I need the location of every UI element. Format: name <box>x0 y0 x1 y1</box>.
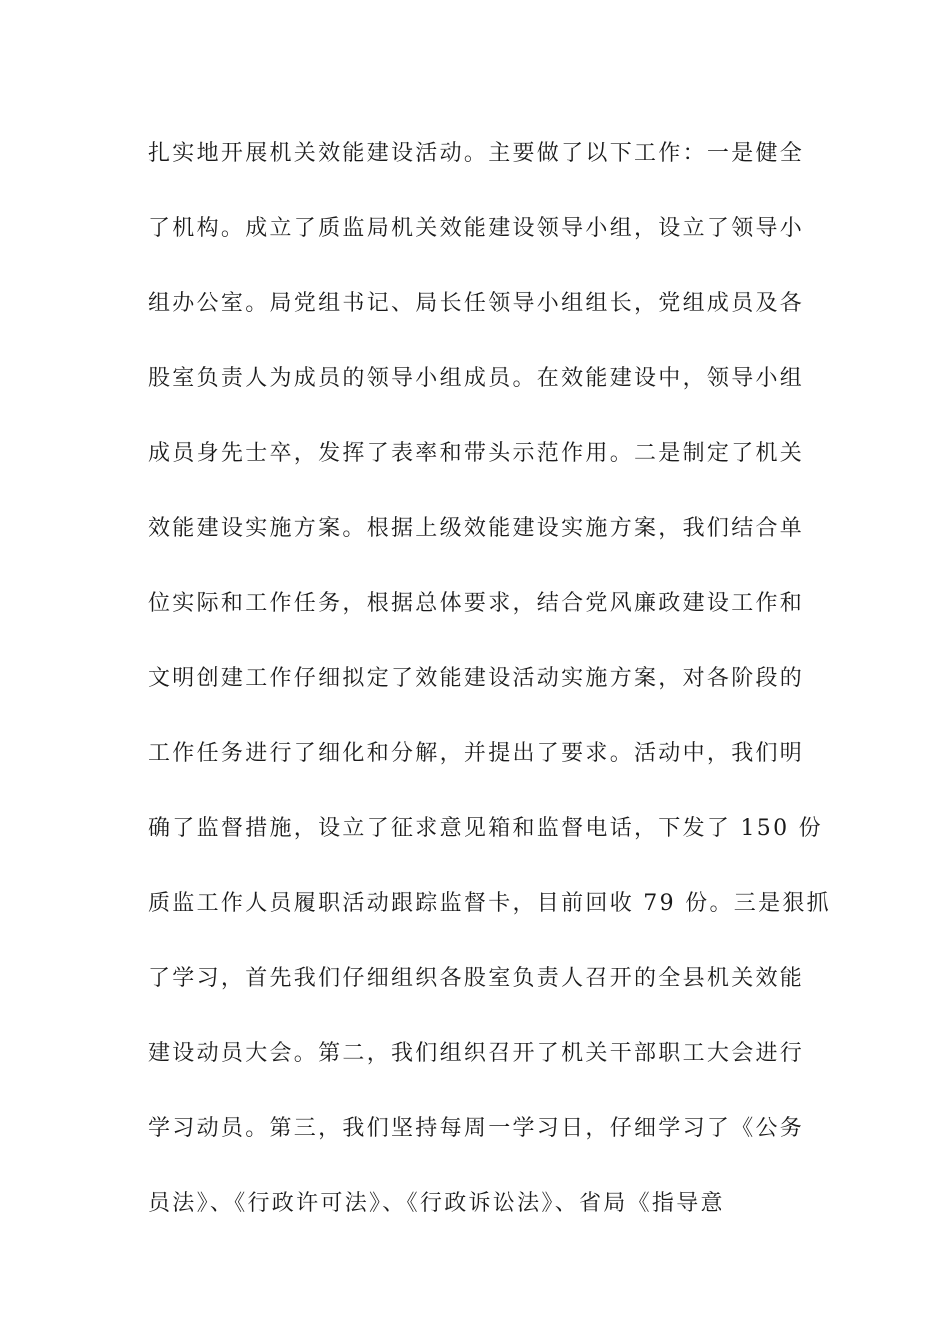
text-line: 确了监督措施，设立了征求意见箱和监督电话，下发了 150 份 <box>148 816 823 841</box>
text-line: 员法》、《行政许可法》、《行政诉讼法》、省局《指导意 <box>148 1191 725 1216</box>
text-line: 成员身先士卒，发挥了表率和带头示范作用。二是制定了机关 <box>148 441 805 466</box>
text-line: 了学习，首先我们仔细组织各股室负责人召开的全县机关效能 <box>148 966 805 991</box>
text-line: 位实际和工作任务，根据总体要求，结合党风廉政建设工作和 <box>148 591 805 616</box>
text-line: 质监工作人员履职活动跟踪监督卡，目前回收 79 份。三是狠抓 <box>148 891 831 916</box>
text-line: 了机构。成立了质监局机关效能建设领导小组，设立了领导小 <box>148 216 805 241</box>
text-line: 学习动员。第三，我们坚持每周一学习日，仔细学习了《公务 <box>148 1116 805 1141</box>
text-line: 工作任务进行了细化和分解，并提出了要求。活动中，我们明 <box>148 741 805 766</box>
text-line: 文明创建工作仔细拟定了效能建设活动实施方案，对各阶段的 <box>148 666 805 691</box>
body-text <box>148 126 831 1251</box>
text-line: 效能建设实施方案。根据上级效能建设实施方案，我们结合单 <box>148 516 805 541</box>
text-line: 组办公室。局党组书记、局长任领导小组组长，党组成员及各 <box>148 291 805 316</box>
text-line: 股室负责人为成员的领导小组成员。在效能建设中，领导小组 <box>148 366 805 391</box>
text-line: 建设动员大会。第二，我们组织召开了机关干部职工大会进行 <box>148 1041 805 1066</box>
text-line: 扎实地开展机关效能建设活动。主要做了以下工作：一是健全 <box>148 141 805 166</box>
